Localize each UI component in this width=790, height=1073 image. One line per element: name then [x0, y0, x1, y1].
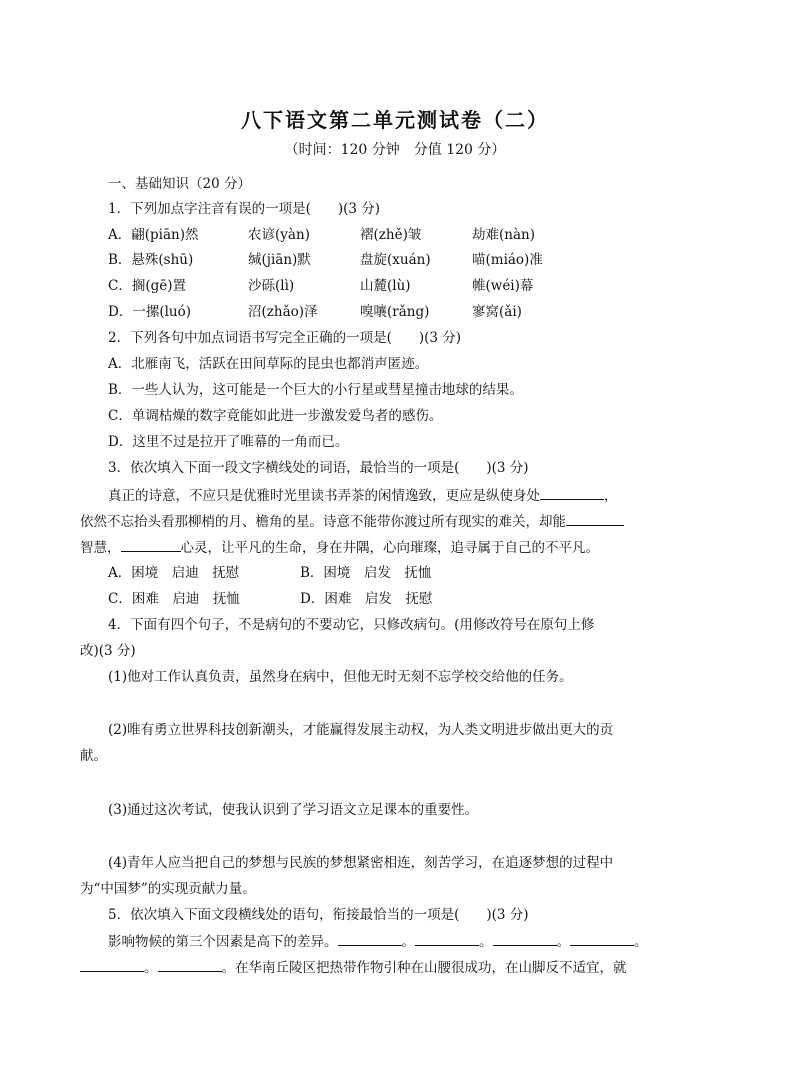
q3-option-b: B．困境 启发 抚恤	[300, 565, 432, 581]
q2-option-c: C．单调枯燥的数字竟能如此进一步激发爱鸟者的感伤。	[108, 408, 443, 424]
q2-option-b: B．一些人认为，这可能是一个巨大的小行星或彗星撞击地球的结果。	[108, 382, 523, 398]
answer-blank[interactable]	[493, 931, 557, 946]
q1-option-cell: 喵(miáo)准	[472, 252, 543, 268]
q1-option-cell: 缄(jiān)默	[248, 252, 311, 268]
q1-option-cell: 山麓(lù)	[360, 278, 411, 294]
q3-passage-line1	[108, 485, 618, 506]
q1-option-cell: A．翩(piān)然	[108, 227, 199, 243]
q1-option-cell: 盘旋(xuán)	[360, 252, 431, 268]
q5-passage-line2	[80, 957, 627, 978]
q4-sentence-3: (3)通过这次考试，使我认识到了学习语文立足课本的重要性。	[108, 802, 479, 818]
q5-passage-text: 。在华南丘陵区把热带作物引种在山腰很成功，在山脚反不适宜，就	[221, 960, 627, 976]
q5-separator: 。	[556, 934, 570, 950]
q2-option-a: A．北雁南飞，活跃在田间草际的昆虫也都消声匿迹。	[108, 356, 429, 372]
answer-blank[interactable]	[338, 931, 402, 946]
answer-blank[interactable]	[80, 957, 144, 972]
q1-option-cell: C．搁(gē)置	[108, 278, 186, 294]
q3-passage-text: 智慧，	[80, 540, 121, 556]
q5-stem: 5．依次填入下面文段横线处的语句，衔接最恰当的一项是( )(3 分)	[108, 907, 529, 923]
q3-passage-text: 心灵，让平凡的生命，身在井隅，心向璀璨，追寻属于自己的不平凡。	[180, 540, 599, 556]
q1-option-cell: 褶(zhě)皱	[360, 227, 422, 243]
q5-separator: 。	[144, 960, 158, 976]
section-heading: 一、基础知识（20 分）	[108, 176, 251, 192]
q5-passage-text: 影响物候的第三个因素是高下的差异。	[108, 934, 338, 950]
q3-stem: 3．依次填入下面一段文字横线处的词语，最恰当的一项是( )(3 分)	[108, 460, 529, 476]
q3-passage-line2	[80, 511, 624, 532]
answer-blank[interactable]	[158, 957, 222, 972]
q4-stem-line2: 改)(3 分)	[80, 643, 136, 659]
q1-option-cell: 农谚(yàn)	[248, 227, 310, 243]
q4-sentence-4-line2: 为“中国梦”的实现贡献力量。	[80, 881, 256, 897]
answer-blank[interactable]	[540, 485, 604, 500]
q4-sentence-4-line1: (4)青年人应当把自己的梦想与民族的梦想紧密相连，刻苦学习，在追逐梦想的过程中	[108, 855, 614, 871]
q5-separator: 。	[479, 934, 493, 950]
q2-option-d: D．这里不过是拉开了唯幕的一角而已。	[108, 434, 349, 450]
q1-stem: 1．下列加点字注音有误的一项是( )(3 分)	[108, 201, 381, 217]
q1-option-cell: D．一摞(luó)	[108, 304, 191, 320]
q2-stem: 2．下列各句中加点词语书写完全正确的一项是( )(3 分)	[108, 330, 462, 346]
answer-blank[interactable]	[570, 931, 634, 946]
q4-stem-line1: 4．下面有四个句子，不是病句的不要动它，只修改病句。(用修改符号在原句上修	[108, 617, 595, 633]
answer-blank[interactable]	[415, 931, 479, 946]
q3-passage-line3	[80, 537, 599, 558]
q1-option-cell: 寥窝(ǎi)	[472, 304, 522, 320]
q1-option-cell: 嗅嚷(rǎng)	[360, 304, 430, 320]
q1-option-cell: 沙砾(lì)	[248, 278, 295, 294]
q1-option-cell: 沼(zhǎo)泽	[248, 304, 318, 320]
q3-option-d: D．困难 启发 抚慰	[300, 591, 433, 607]
q3-passage-text: 真正的诗意，不应只是优雅时光里读书弄茶的闲情逸致，更应是纵使身处	[108, 488, 540, 504]
page-title: 八下语文第二单元测试卷（二）	[241, 108, 549, 132]
q5-separator: 。	[401, 934, 415, 950]
page-subtitle: （时间：120 分钟 分值 120 分）	[284, 142, 506, 158]
q3-passage-text: 依然不忘抬头看那柳梢的月、檐角的星。诗意不能带你渡过所有现实的难关，却能	[80, 514, 566, 530]
q4-sentence-2-line1: (2)唯有勇立世界科技创新潮头，才能赢得发展主动权，为人类文明进步做出更大的贡	[108, 722, 614, 738]
q1-option-cell: 帷(wéi)幕	[472, 278, 534, 294]
q5-separator: 。	[634, 934, 648, 950]
q5-passage-line1	[108, 931, 648, 952]
q4-sentence-2-line2: 献。	[80, 748, 107, 764]
answer-blank[interactable]	[121, 537, 181, 552]
q3-option-c: C．困难 启迪 抚恤	[108, 591, 240, 607]
q1-option-cell: B．悬殊(shū)	[108, 252, 194, 268]
q3-option-a: A．困境 启迪 抚慰	[108, 565, 240, 581]
q3-passage-text: ，	[604, 488, 618, 504]
q1-option-cell: 劫难(nàn)	[472, 227, 535, 243]
answer-blank[interactable]	[566, 511, 624, 526]
q4-sentence-1: (1)他对工作认真负责，虽然身在病中，但他无时无刻不忘学校交给他的任务。	[108, 669, 573, 685]
